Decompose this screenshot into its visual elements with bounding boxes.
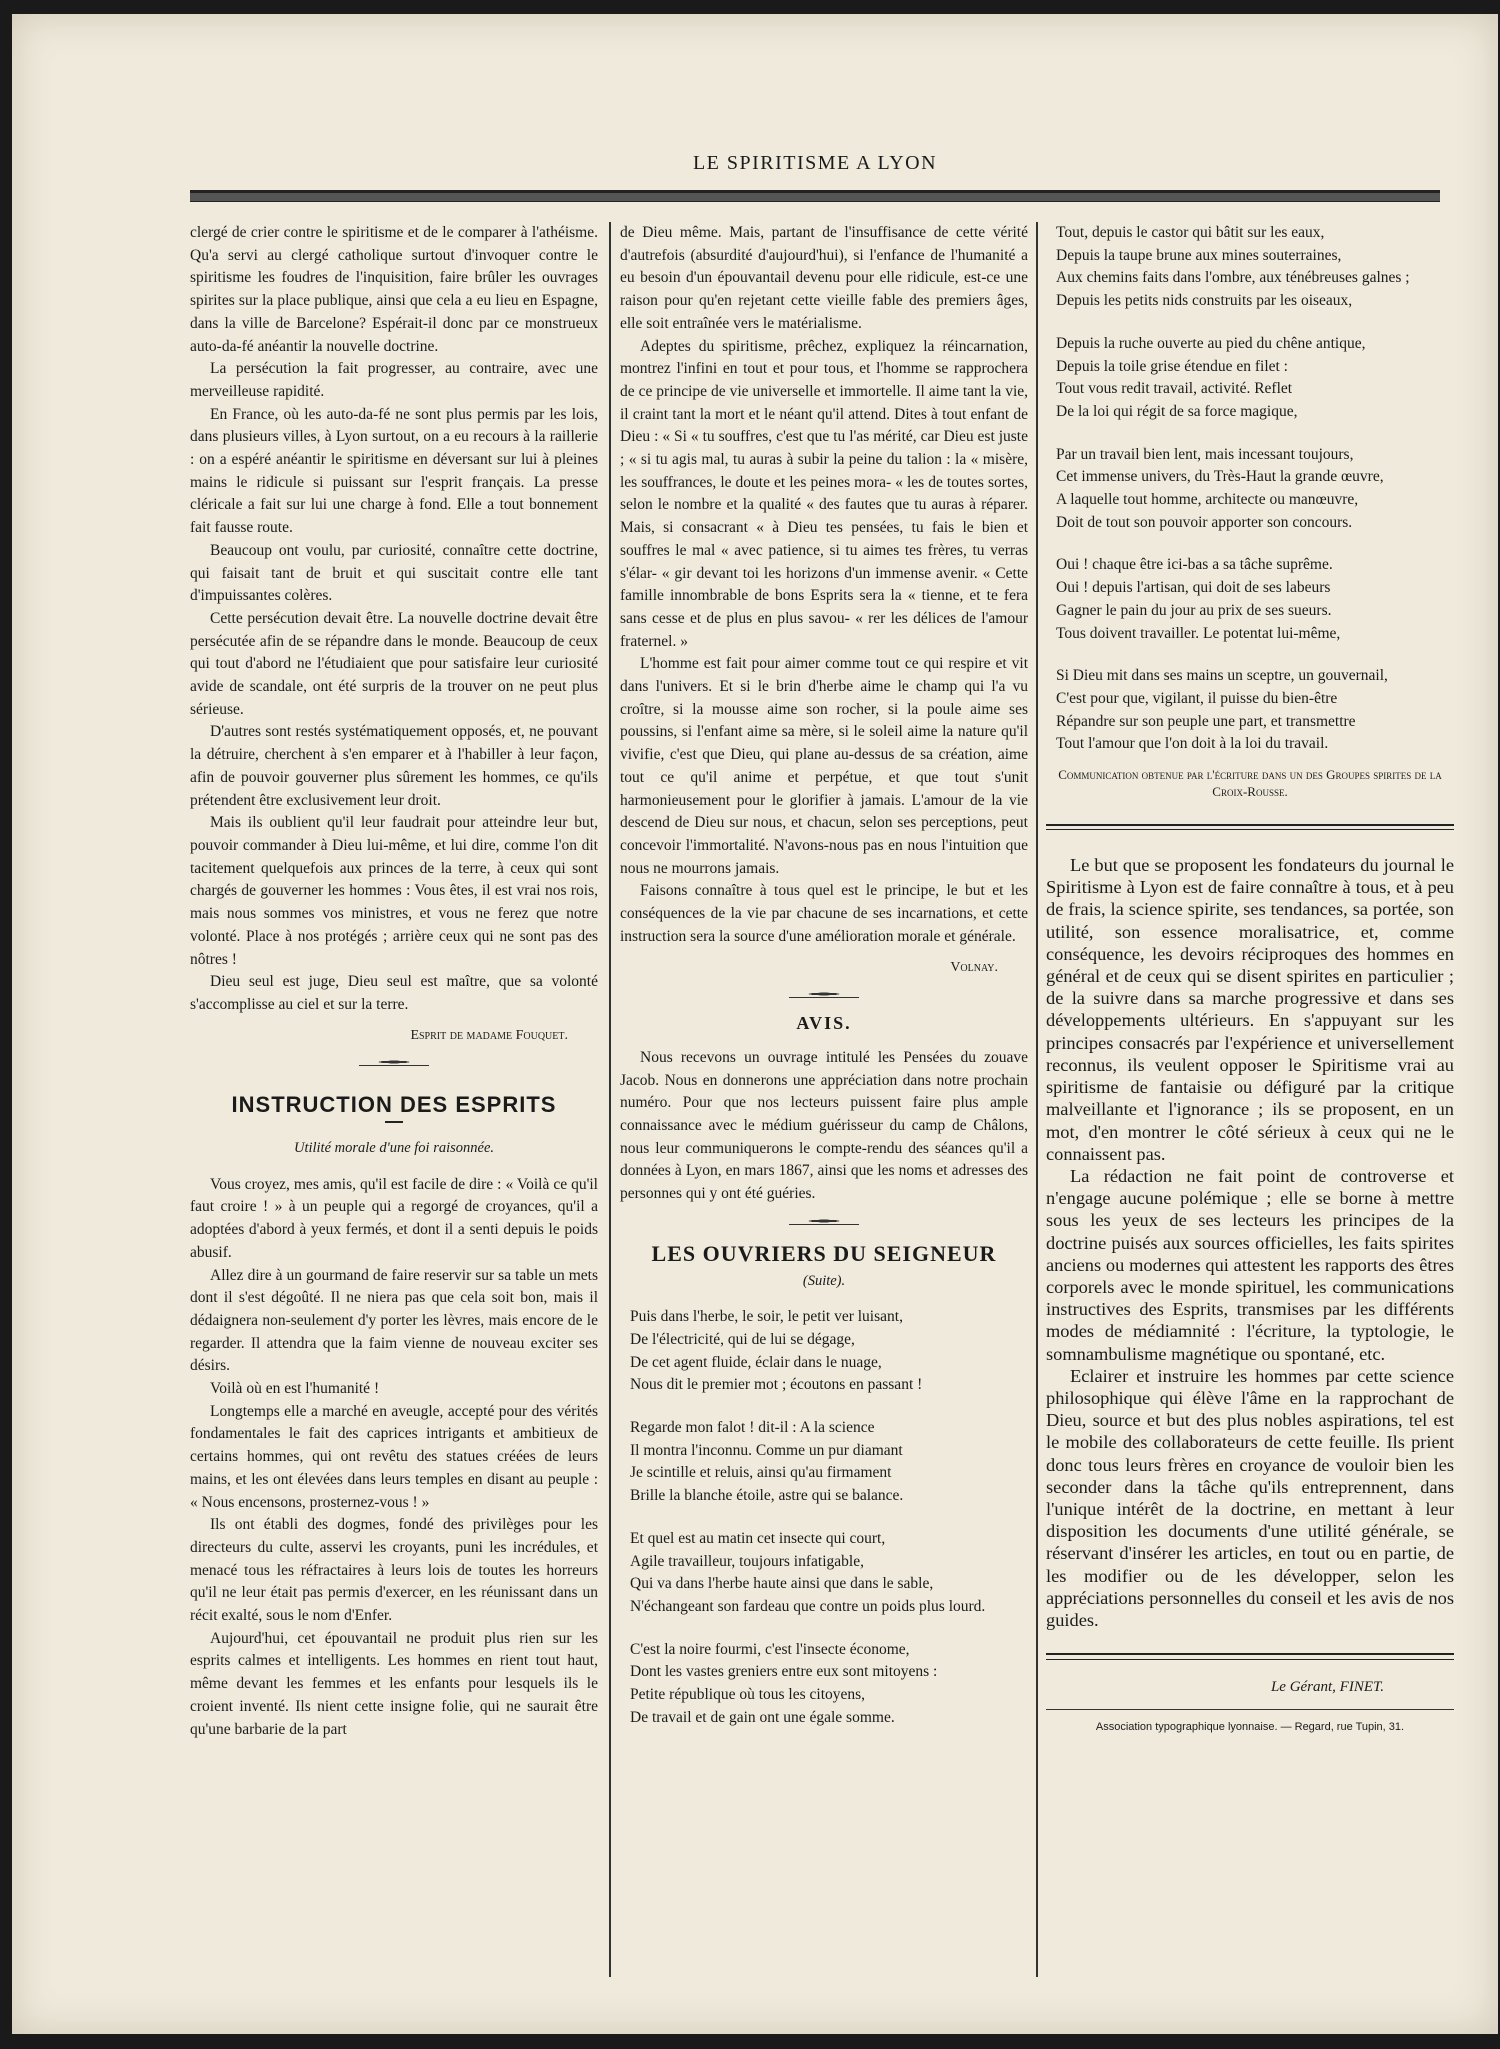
poem-stanza [630,1639,1028,1730]
poem-stanza [630,1306,1028,1397]
masthead-title: LE SPIRITISME A LYON [692,152,938,174]
paragraph: de Dieu même. Mais, partant de l'insuffisance de cette vérité d'autrefois (absurdité d'aujourd'hui), si l'enfance de l'humanité a eu besoin d'un épouvantail devenu pour elle ridicule, est-ce une raison pour qu'en rejetant cette vieille fable des premiers âges, elle soit entraînée vers le matérialisme. [620,224,1028,332]
paragraph: Ils ont établi des dogmes, fondé des privilèges pour les directeurs du culte, asservi les croyants, puni les incrédules, et menacé tous les réfractaires à leurs lois de toutes les horreurs qu'il ne leur était pas permis d'exercer, en les réunissant dans un récit exalté, sous le nom d'Enfer. [190,1516,598,1625]
poem-line: Oui ! chaque être ici-bas a sa tâche suprême. [1056,556,1333,574]
column-divider [1036,222,1038,1977]
poem-stanza [1056,554,1454,645]
paragraph: Faisons connaître à tous quel est le principe, le but et les conséquences de la vie par chacune de ses incarnations, et cette instruction sera la source d'une amélioration morale et générale. [620,882,1028,945]
poem-line: N'échangeant son fardeau que contre un poids plus lourd. [630,1597,986,1615]
masthead-rule [190,190,1440,202]
section-body [190,1174,598,1742]
poem-line: De l'électricité, qui de lui se dégage, [630,1330,855,1348]
section-rule [1046,824,1454,830]
ornament-divider [359,1059,429,1066]
article-signature: Esprit de madame Fouquet. [410,1027,568,1043]
poem-line: De travail et de gain ont une égale somme. [630,1708,895,1726]
paragraph: L'homme est fait pour aimer comme tout ce qui respire et vit dans l'univers. Et si le brin d'herbe aime le champ qui l'a vu croître, si la mousse aime son rocher, si la poule aime ses poussins, si l'enfant aime sa mère, si le soleil aime la nature qu'il vivifie, c'est que Dieu, qui plane au-dessus de sa création, aime tout ce qu'il anime et perpétue, et que tout s'unit harmonieusement pour le glorifier à jamais. L'amour de la vie descend de Dieu sur nous, et chacun, selon ses perceptions, peut concevoir l'immortalité. N'avons-nous pas en nous l'intuition que nous ne mourrons jamais. [620,655,1028,877]
poem-line: Je scintille et reluis, ainsi qu'au firmament [630,1464,892,1482]
poem-stanza [630,1528,1028,1619]
poem-line: Regarde mon falot ! dit-il : A la science [630,1419,875,1437]
poem-line: Tout l'amour que l'on doit à la loi du travail. [1056,735,1329,753]
poem-line: Brille la blanche étoile, astre qui se balance. [630,1487,904,1505]
poem-line: Par un travail bien lent, mais incessant toujours, [1056,445,1354,463]
paragraph: Adeptes du spiritisme, prêchez, expliquez la réincarnation, montrez l'infini en tout et pour tous, et l'homme se rapprochera de ce principe de vie universelle et immortelle. Il aime tant la vie, il craint tant la mort et le néant qu'il attend. Dites à tout enfant de Dieu : « Si « tu souffres, c'est que tu l'as mérité, car Dieu est juste ; « si tu agis mal, tu auras à subir la peine du talion : la « misère, les souffrances, le doute et les peines mora- « les de toutes sortes, selon le nombre et la qualité « des fautes que tu auras à réparer. Mais, si consacrant « à Dieu tes pensées, tu fais le bien et souffres le mal « avec patience, si tu aimes tes frères, tu verras s'élar- « gir devant toi les horizons d'un immense avenir. « Cette famille innombrable de bons Esprits sera la « tienne, et te fera sans cesse et de plus en plus savou- « rer les délices de l'amour fraternel. » [620,337,1028,650]
poem-line: Il montra l'inconnu. Comme un pur diamant [630,1441,903,1459]
poem-line: Qui va dans l'herbe haute ainsi que dans le sable, [630,1575,934,1593]
poem-line: Et quel est au matin cet insecte qui court, [630,1529,886,1547]
communication-credit: Communication obtenue par l'écriture dans un des Groupes spirites de la Croix-Rousse. [1058,767,1442,800]
poem-line: Gagner le pain du jour au prix de ses sueurs. [1056,601,1332,619]
paragraph: Beaucoup ont voulu, par curiosité, connaître cette doctrine, qui faisait tant de bruit et qui suscitait contre elle tant d'impuissantes colères. [190,541,598,605]
poem-line: De cet agent fluide, éclair dans le nuage, [630,1353,882,1371]
poem-stanza [1056,222,1454,313]
article-signature: Volnay. [950,959,998,975]
poem-line: Puis dans l'herbe, le soir, le petit ver luisant, [630,1308,903,1326]
poem-line: Depuis la taupe brune aux mines souterraines, [1056,246,1342,264]
poem-line: Tout, depuis le castor qui bâtit sur les eaux, [1056,224,1325,241]
section-title: INSTRUCTION DES ESPRITS [231,1092,557,1118]
paragraph: Mais ils oublient qu'il leur faudrait pour atteindre leur but, pouvoir commander à Dieu lui-même, et lui dire, comme l'on dit tacitement quelquefois aux princes de la terre, à ceux qui sont chargés de gouverner les hommes : Vous êtes, il est vrai nos rois, mais nous sommes vos ministres, et vous ne ferez que notre volonté. Place à nos protégés ; arrière ceux qui ne sont pas des nôtres ! [190,814,598,968]
poem-stanza [630,1417,1028,1508]
ornament-divider [789,991,859,998]
poem-stanza [1056,665,1454,756]
poem-line: Si Dieu mit dans ses mains un sceptre, un gouvernail, [1056,667,1388,685]
title-dash [385,1121,403,1123]
editorial-statement [1046,854,1454,1631]
paragraph: Aujourd'hui, cet épouvantail ne produit plus rien sur les esprits calmes et intelligents. Les hommes en rient tout haut, même devant les femmes et les enfants pour lesquels ils le croient inventé. Ils nient cette insigne folie, qui ne saurait être qu'une barbarie de la part [190,1629,598,1738]
poem-line: Oui ! depuis l'artisan, qui doit de ses labeurs [1056,579,1331,597]
column-3 [1046,222,1454,1739]
poem-line: Depuis les petits nids construits par les oiseaux, [1056,292,1353,310]
paragraph: En France, où les auto-da-fé ne sont plus permis par les lois, dans plusieurs villes, à Lyon surtout, on a eu recours à la raillerie : on a espéré anéantir le spiritisme en déversant sur lui à pleines mains le ridicule si puissant sur l'esprit français. La presse cléricale a fait sur lui une charge à fond. Elle a tout bonnement fait fausse route. [190,405,598,537]
paragraph: Voilà où en est l'humanité ! [210,1380,380,1398]
poem-line: Répandre sur son peuple une part, et transmettre [1056,712,1356,730]
paragraph: Eclairer et instruire les hommes par cette science philosophique qui élève l'âme en la rapprochant de Dieu, source et but des plus nobles aspirations, tel est le mobile des collaborateurs de cette feuille. Ils prient donc tous leurs frères en croyance de vouloir bien les seconder dans la tâche qu'ils entreprennent, dans l'unique intérêt de la doctrine, en mettant à leur disposition les documents d'une utilité générale, se réservant d'insérer les articles, en tout ou en partie, de les modifier ou de les développer, selon les appréciations personnelles du conseil et les avis de nos guides. [1046,1365,1454,1630]
manager-signature: Le Gérant, FINET. [1270,1679,1384,1696]
poem-line: Depuis la toile grise étendue en filet : [1056,357,1288,375]
poem-line: Dont les vastes greniers entre eux sont mitoyens : [630,1663,938,1681]
paragraph: Longtemps elle a marché en aveugle, accepté pour des vérités fondamentales le fait des caprices intrigants et ambitieux de certains hommes, qui ont revêtu des statues créées de leurs mains, et les ont élevées dans leurs temples en disant au peuple : « Nous encensons, prosternez-vous ! » [190,1402,598,1511]
paragraph: D'autres sont restés systématiquement opposés, et, ne pouvant la détruire, cherchent à s'en emparer et à l'habiller à leur façon, afin de pouvoir gouverner plus sûrement les hommes, ce qu'ils prétendent être exclusivement leur droit. [190,723,598,809]
poem-line: C'est la noire fourmi, c'est l'insecte économe, [630,1640,910,1658]
ornament-divider [789,1218,859,1225]
section-subtitle: Utilité morale d'une foi raisonnée. [293,1140,495,1157]
poem-stanza [1056,333,1454,424]
column-divider [609,222,611,1977]
poem-line: Tous doivent travailler. Le potentat lui-même, [1056,624,1341,642]
poem-title: LES OUVRIERS DU SEIGNEUR [651,1240,997,1266]
paragraph: Dieu seul est juge, Dieu seul est maître, que sa volonté s'accomplisse au ciel et sur la terre. [190,973,598,1013]
poem-subtitle: (Suite). [802,1272,846,1289]
poem-line: Agile travailleur, toujours infatigable, [630,1552,864,1570]
poem-stanza [1056,444,1454,535]
poem-line: Depuis la ruche ouverte au pied du chêne antique, [1056,334,1366,352]
poem-line: Nous dit le premier mot ; écoutons en passant ! [630,1376,923,1394]
article-body [190,222,598,1017]
notice-title: AVIS. [796,1013,852,1034]
poem-line: Cet immense univers, du Très-Haut la grande œuvre, [1056,468,1384,486]
column-2 [620,222,1028,1749]
printer-imprint: Association typographique lyonnaise. — Regard, rue Tupin, 31. [1046,1709,1454,1739]
poem-line: Petite république où tous les citoyens, [630,1686,866,1704]
paragraph: clergé de crier contre le spiritisme et de le comparer à l'athéisme. Qu'a servi au clergé catholique surtout d'invoquer contre le spiritisme les foudres de l'inquisition, faire brûler les ouvrages spirites sur la place publique, ainsi que cela a eu lieu en Espagne, dans la ville de Barcelone? Espérait-il donc par ce monstrueux auto-da-fé anéantir la nouvelle doctrine. [190,224,598,355]
poem-line: C'est pour que, vigilant, il puisse du bien-être [1056,689,1338,707]
poem-line: A laquelle tout homme, architecte ou manœuvre, [1056,491,1359,509]
paragraph: Allez dire à un gourmand de faire reservir sur sa table un mets dont il s'est dégoûté. Il ne niera pas que cela soit bon, mais il dédaignera non-seulement d'y porter les lèvres, mais encore de le regarder. Il attendra que la faim vienne de nouveau exciter ses désirs. [190,1266,598,1375]
paragraph: Cette persécution devait être. La nouvelle doctrine devait être persécutée afin de se répandre dans le monde. Beaucoup de ceux qui tout d'abord ne l'étudiaient que pour satisfaire leur curiosité avide de scandale, ont été surpris de la trouver on ne peut plus sérieuse. [190,609,598,718]
poem-line: Tout vous redit travail, activité. Reflet [1056,380,1293,398]
article-body [620,222,1028,949]
poem-line: De la loi qui régit de sa force magique, [1056,402,1298,420]
paragraph: Vous croyez, mes amis, qu'il est facile de dire : « Voilà ce qu'il faut croire ! » à un peuple qui a regorgé de croyances, qu'il a adoptées d'abord à yeux fermés, et dont il a senti depuis le poids abusif. [190,1175,598,1261]
paragraph: Le but que se proposent les fondateurs du journal le Spiritisme à Lyon est de faire connaître à tous, et à peu de frais, la science spirite, ses tendances, sa portée, son utilité, son essence moralisatrice, et, comme conséquence, les devoirs réciproques des hommes en général et de ceux qui se disent spirites en particulier ; de la suivre dans sa marche progressive et dans ses développements ultérieurs. En s'appuyant sur les principes consacrés par l'expérience et universellement reconnus, ils veulent opposer le Spiritisme vrai au spiritisme de fantaisie ou défiguré par la critique malveillante et l'ignorance ; ils se proposent, en un mot, d'en montrer le côté sérieux à ceux qui ne le connaissent pas. [1046,855,1454,1164]
footer-rule [1046,1653,1454,1660]
notice-text: Nous recevons un ouvrage intitulé les Pensées du zouave Jacob. Nous en donnerons une appréciation dans notre prochain numéro. Pour que nos lecteurs puissent faire plus ample connaissance avec le médium guérisseur du camp de Châlons, nous leur communiquerons le compte-rendu des séances qu'il a données à Lyon, en mars 1867, ainsi que les noms et adresses des personnes qui y ont été guéries. [620,1048,1028,1203]
poem-line: Aux chemins faits dans l'ombre, aux ténébreuses galnes ; [1056,269,1410,287]
paragraph: La rédaction ne fait point de controverse et n'engage aucune polémique ; elle se borne à mettre sous les yeux de ses lecteurs les principes de la doctrine puisés aux sources officielles, les faits spirites anciens ou modernes qui attestent les rapports des êtres corporels avec le monde spirituel, les communications instructives des Esprits, transmises par les différents modes de médiamnité : l'écriture, la typtologie, le somnambulisme magnétique ou spontané, etc. [1046,1165,1454,1364]
poem-line: Doit de tout son pouvoir apporter son concours. [1056,513,1353,531]
column-1 [190,222,598,1741]
paragraph: La persécution la fait progresser, au contraire, avec une merveilleuse rapidité. [190,360,598,400]
